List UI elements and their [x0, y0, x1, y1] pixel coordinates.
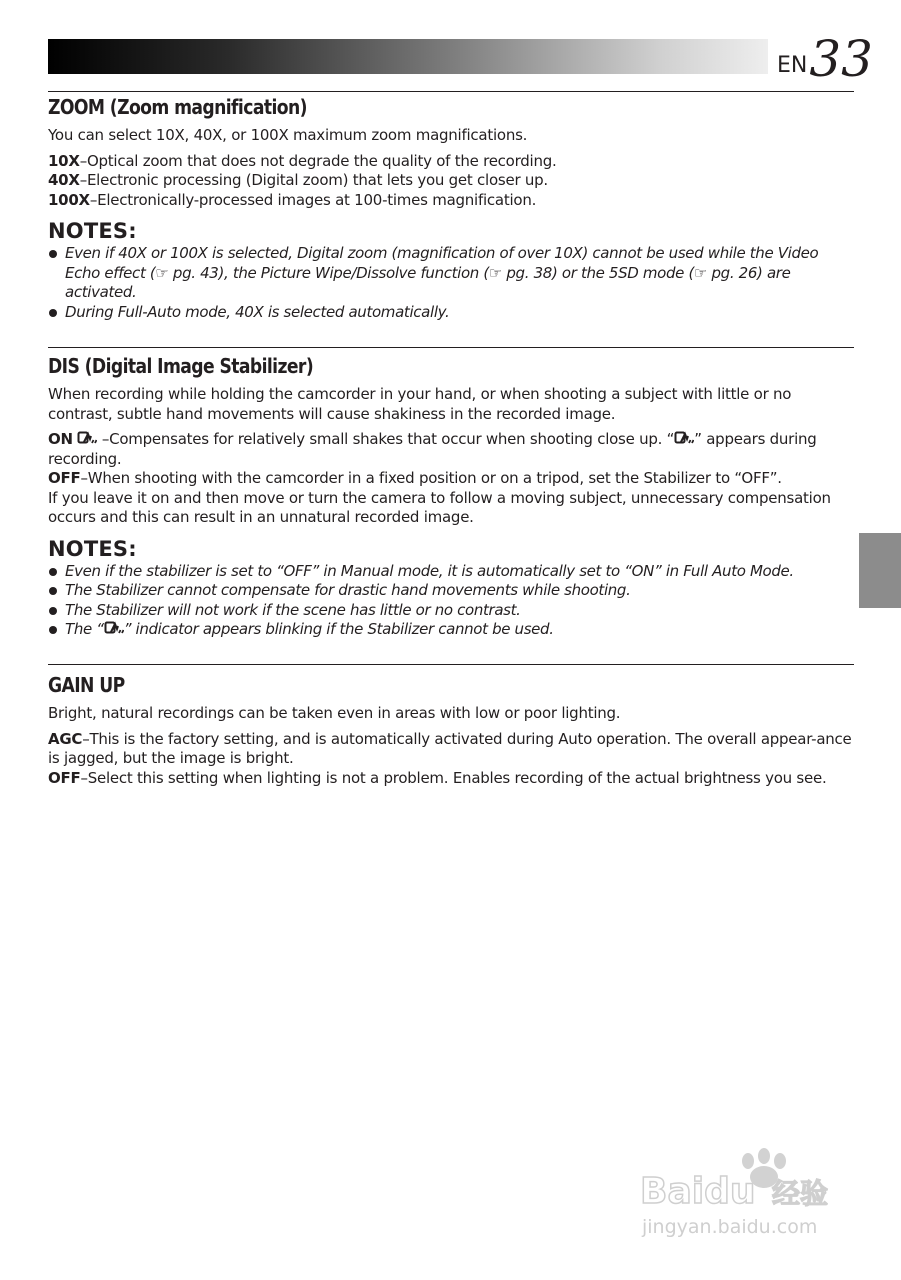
- dis-note: The Stabilizer will not work if the scene has little or no contrast.: [48, 601, 854, 621]
- section-rule: [48, 664, 854, 665]
- stabilizer-icon: [77, 430, 97, 446]
- stabilizer-icon: [104, 620, 124, 636]
- dis-off-option: OFF–When shooting with the camcorder in a fixed position or on a tripod, set the Stabilizer to “OFF”.: [48, 469, 782, 487]
- dis-extra-text: If you leave it on and then move or turn the camera to follow a moving subject, unnecessary compensation occurs and this can result in an unnatural recorded image.: [48, 488, 831, 526]
- dis-notes-list: [48, 562, 854, 640]
- dis-note: The “ ” indicator appears blinking if the Stabilizer cannot be used.: [48, 620, 854, 640]
- page-number-value: 33: [809, 30, 873, 88]
- watermark-brand: Baidu: [640, 1171, 756, 1212]
- watermark-cn: 经验: [772, 1177, 829, 1210]
- zoom-notes-list: [48, 244, 854, 322]
- zoom-note: During Full-Auto mode, 40X is selected automatically.: [48, 303, 854, 323]
- zoom-option-100x: 100X–Electronically-processed images at 100-times magnification.: [48, 190, 537, 209]
- zoom-section: [48, 95, 854, 322]
- zoom-note: Even if 40X or 100X is selected, Digital zoom (magnification of over 10X) cannot be used while the Video Echo effect (☞ pg. 43), the Picture Wipe/Dissolve function (☞ pg. 38) or the 5SD mode (☞ pg. 26) are activated.: [48, 244, 854, 303]
- dis-title: DIS (Digital Image Stabilizer): [48, 354, 314, 378]
- gain-title: GAIN UP: [48, 673, 125, 697]
- stabilizer-icon: [674, 430, 694, 446]
- dis-note: Even if the stabilizer is set to “OFF” in Manual mode, it is automatically set to “ON” in Full Auto Mode.: [48, 562, 854, 582]
- header-rule: [48, 91, 854, 92]
- header-gradient-bar: [48, 39, 768, 74]
- dis-note: The Stabilizer cannot compensate for drastic hand movements while shooting.: [48, 581, 854, 601]
- dis-section: [48, 354, 854, 640]
- zoom-option-40x: 40X–Electronic processing (Digital zoom) that lets you get closer up.: [48, 171, 548, 189]
- gain-off-option: OFF–Select this setting when lighting is not a problem. Enables recording of the actual brightness you see.: [48, 768, 827, 787]
- gain-agc-option: AGC–This is the factory setting, and is automatically activated during Auto operation. The overall appear-ance is jagged, but the image is bright.: [48, 729, 852, 767]
- zoom-option-10x: 10X–Optical zoom that does not degrade the quality of the recording.: [48, 151, 557, 170]
- dis-notes-title: NOTES:: [48, 536, 137, 561]
- language-code: EN: [777, 53, 808, 78]
- zoom-notes-title: NOTES:: [48, 219, 137, 243]
- watermark-url: jingyan.baidu.com: [642, 1216, 818, 1238]
- page-number: [777, 30, 873, 88]
- dis-on-option: ON –Compensates for relatively small shakes that occur when shooting close up. “ ” appears during recording.: [48, 430, 817, 468]
- gain-section: [48, 673, 854, 788]
- baidu-watermark: [640, 1145, 860, 1245]
- dis-intro: When recording while holding the camcorder in your hand, or when shooting a subject with little or no contrast, subtle hand movements will cause shakiness in the recorded image.: [48, 385, 792, 423]
- zoom-intro: You can select 10X, 40X, or 100X maximum zoom magnifications.: [48, 126, 528, 144]
- zoom-title: ZOOM (Zoom magnification): [48, 95, 307, 119]
- side-thumb-tab: [859, 533, 901, 608]
- gain-intro: Bright, natural recordings can be taken even in areas with low or poor lighting.: [48, 704, 621, 722]
- section-rule: [48, 347, 854, 348]
